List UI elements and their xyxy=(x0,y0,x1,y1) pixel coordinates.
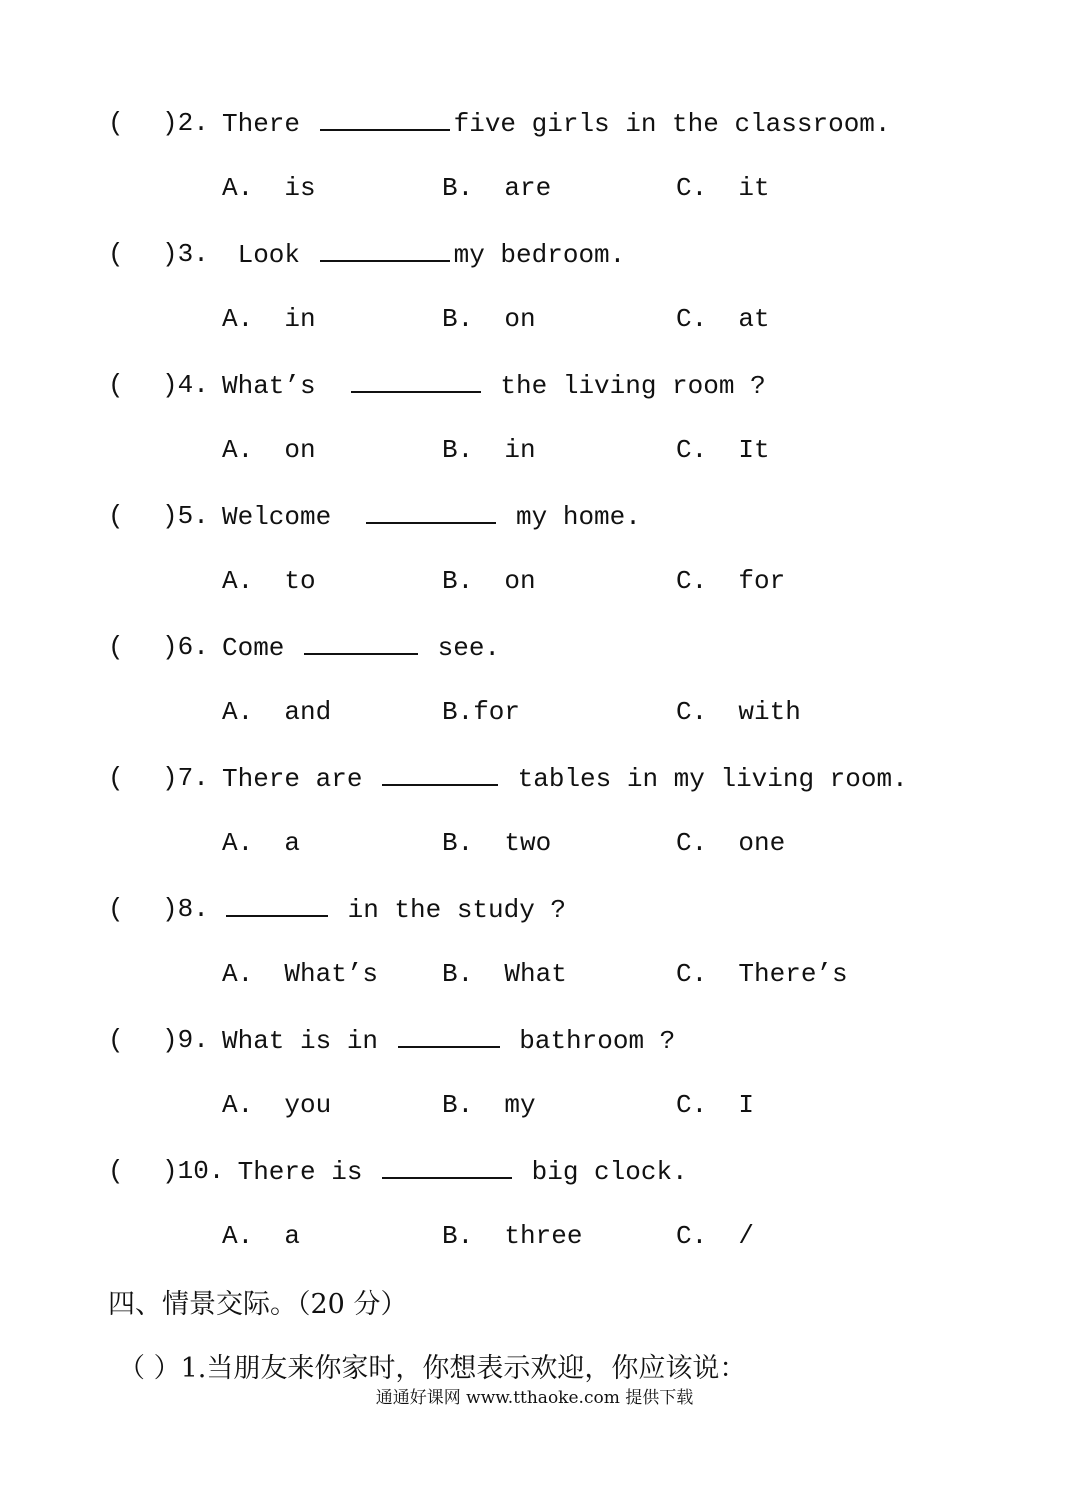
question-stem xyxy=(222,234,625,275)
option-a: A. What’s xyxy=(222,959,379,989)
answer-blank[interactable] xyxy=(366,496,496,524)
stem-after: my bedroom. xyxy=(453,240,626,270)
question-row xyxy=(0,496,1069,536)
stem-after: my home. xyxy=(500,502,641,532)
question-row xyxy=(0,1151,1069,1191)
stem-after: five girls in the classroom. xyxy=(453,109,891,139)
option-c: C. I xyxy=(676,1090,755,1120)
question-stem xyxy=(222,1151,688,1192)
question-stem xyxy=(222,365,766,406)
option-c: C. There’s xyxy=(676,959,848,989)
question-number: )3. xyxy=(162,239,209,269)
options-row xyxy=(0,299,1069,339)
stem-before: There xyxy=(222,109,316,139)
answer-blank[interactable] xyxy=(351,365,481,393)
question-row xyxy=(0,758,1069,798)
answer-blank[interactable] xyxy=(398,1020,500,1048)
option-b: B. three xyxy=(442,1221,583,1251)
stem-after: big clock. xyxy=(516,1157,688,1187)
option-c: C. It xyxy=(676,435,770,465)
question-number: )5. xyxy=(162,501,209,531)
option-b: B. on xyxy=(442,566,536,596)
question-stem xyxy=(222,1020,675,1061)
question-number: )10. xyxy=(162,1156,225,1186)
option-a: A. on xyxy=(222,435,316,465)
answer-blank[interactable] xyxy=(382,758,498,786)
footer-text: 通通好课网 www.tthaoke.com 提供下载 xyxy=(375,1388,694,1408)
question-number: )6. xyxy=(162,632,209,662)
options-row xyxy=(0,561,1069,601)
stem-after: tables in my living room. xyxy=(502,764,908,794)
options-row xyxy=(0,1216,1069,1256)
question-number: )2. xyxy=(162,108,209,138)
option-a: A. to xyxy=(222,566,316,596)
question-row xyxy=(0,365,1069,405)
answer-paren[interactable]: ( xyxy=(108,370,124,400)
stem-before: What is in xyxy=(222,1026,394,1056)
option-c: C. with xyxy=(676,697,801,727)
question-stem xyxy=(222,758,908,799)
answer-paren[interactable]: ( xyxy=(108,632,124,662)
stem-after: see. xyxy=(422,633,501,663)
question-number: )7. xyxy=(162,763,209,793)
options-row xyxy=(0,430,1069,470)
option-b: B. on xyxy=(442,304,536,334)
answer-paren[interactable]: ( xyxy=(108,108,124,138)
options-row xyxy=(0,692,1069,732)
options-row xyxy=(0,168,1069,208)
question-number: )9. xyxy=(162,1025,209,1055)
stem-after: in the study ? xyxy=(332,895,567,925)
option-b: B. What xyxy=(442,959,567,989)
answer-paren[interactable]: ( xyxy=(108,1156,124,1186)
question-stem xyxy=(222,103,891,144)
stem-before: There is xyxy=(222,1157,379,1187)
option-a: A. and xyxy=(222,697,332,727)
option-a: A. a xyxy=(222,828,301,858)
option-c: C. at xyxy=(676,304,770,334)
question-row xyxy=(0,1020,1069,1060)
option-b: B. my xyxy=(442,1090,536,1120)
answer-blank[interactable] xyxy=(320,234,450,262)
answer-paren[interactable]: ( xyxy=(108,894,124,924)
option-c: C. it xyxy=(676,173,770,203)
options-row xyxy=(0,954,1069,994)
question-row xyxy=(0,627,1069,667)
question-stem xyxy=(222,889,566,930)
option-b: B. in xyxy=(442,435,536,465)
stem-before: Come xyxy=(222,633,301,663)
answer-paren[interactable]: ( xyxy=(108,763,124,793)
question-stem xyxy=(222,496,641,537)
options-row xyxy=(0,1085,1069,1125)
option-c: C. one xyxy=(676,828,786,858)
option-b: B. two xyxy=(442,828,552,858)
option-c: C. / xyxy=(676,1221,755,1251)
option-a: A. a xyxy=(222,1221,301,1251)
stem-before: Look xyxy=(222,240,316,270)
stem-before: Welcome xyxy=(222,502,363,532)
question-row xyxy=(0,889,1069,929)
section-title: 四、情景交际。（20 分） xyxy=(108,1289,408,1320)
answer-blank[interactable] xyxy=(226,889,328,917)
option-b: B.for xyxy=(442,697,521,727)
question-row xyxy=(0,103,1069,143)
option-b: B. are xyxy=(442,173,552,203)
option-a: A. is xyxy=(222,173,316,203)
answer-blank[interactable] xyxy=(304,627,418,655)
answer-paren[interactable]: ( xyxy=(108,501,124,531)
answer-paren[interactable]: ( xyxy=(108,239,124,269)
question-number: )8. xyxy=(162,894,209,924)
option-a: A. in xyxy=(222,304,316,334)
question-number: )4. xyxy=(162,370,209,400)
question-row xyxy=(0,234,1069,274)
answer-paren[interactable]: ( xyxy=(108,1025,124,1055)
answer-blank[interactable] xyxy=(382,1151,512,1179)
stem-after: the living room ? xyxy=(484,371,766,401)
option-c: C. for xyxy=(676,566,786,596)
dialog-question-1: （ ）1.当朋友来你家时，你想表示欢迎，你应该说： xyxy=(118,1353,747,1384)
question-stem xyxy=(222,627,500,668)
stem-after: bathroom ? xyxy=(503,1026,676,1056)
options-row xyxy=(0,823,1069,863)
stem-before: There are xyxy=(222,764,379,794)
option-a: A. you xyxy=(222,1090,332,1120)
answer-blank[interactable] xyxy=(320,103,450,131)
stem-before: What’s xyxy=(222,371,347,401)
